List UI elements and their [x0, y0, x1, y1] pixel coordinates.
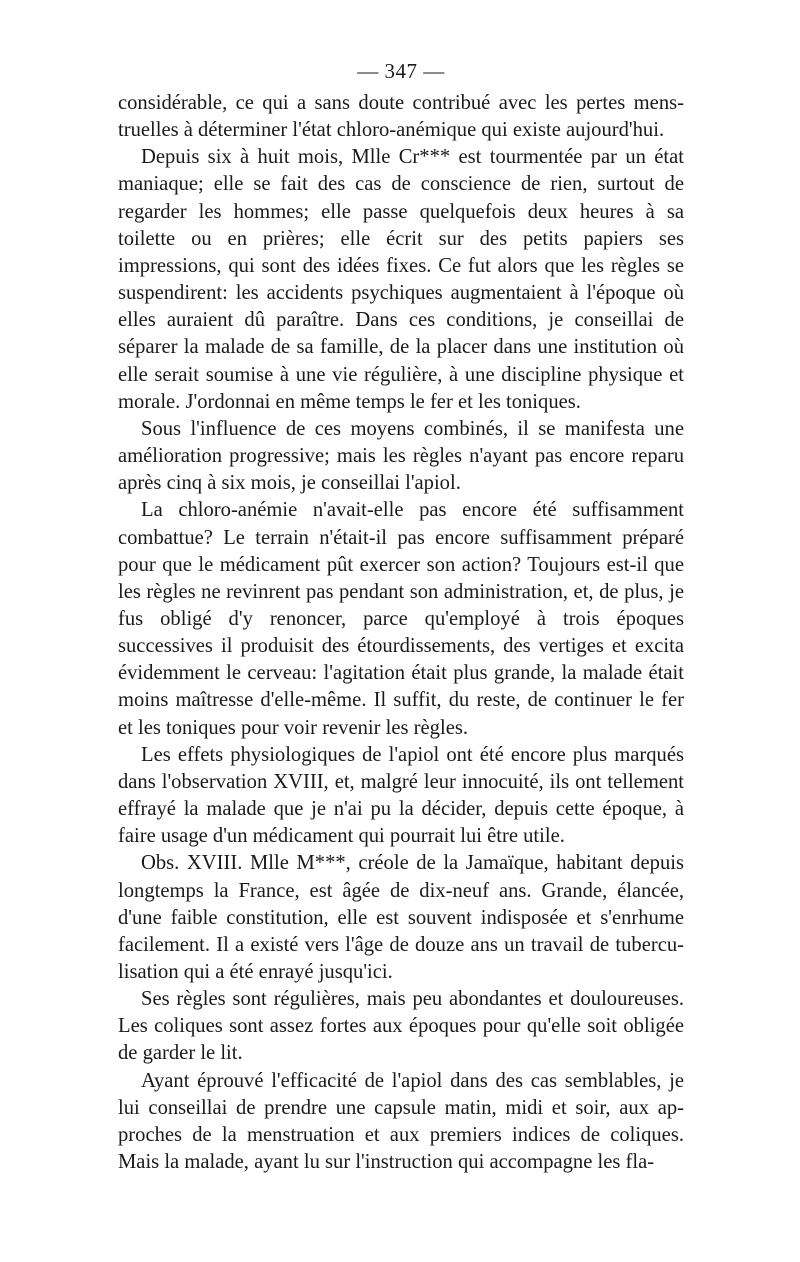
paragraph: Sous l'influence de ces moyens combinés, il se manifesta une amélioration progressive; mais les règles n'ayant pas encore reparu après cinq à six mois, je conseillai l'apiol. [118, 417, 684, 495]
book-page [118, 58, 684, 1176]
paragraph: Ayant éprouvé l'efficacité de l'apiol dans des cas semblables, je lui conseillai de prendre une capsule matin, midi et soir, aux approches de la menstruation et aux premiers indices de coliques. Mais la malade, ayant lu sur l'instruction qui accompagne les fla- [118, 1069, 684, 1174]
paragraph: Obs. XVIII. Mlle M***, créole de la Jamaïque, habitant depuis longtemps la France, est âgée de dix-neuf ans. Grande, élancée, d'une faible constitution, elle est souvent indisposée et s'enrhume facilement. Il a existé vers l'âge de douze ans un travail de tuberculisation qui a été enrayé jusqu'ici. [118, 852, 684, 983]
paragraph: considérable, ce qui a sans doute contribué avec les pertes menstruelles à déterminer l'état chloro-anémique qui existe aujourd'hui. [118, 92, 684, 142]
paragraph: Les effets physiologiques de l'apiol ont été encore plus marqués dans l'observation XVIII, et, malgré leur innocuité, ils ont tellement effrayé la malade que je n'ai pu la décider, depuis cette époque, à faire usage d'un médicament qui pourrait lui être utile. [118, 743, 684, 848]
paragraph: Depuis six à huit mois, Mlle Cr*** est tourmentée par un état maniaque; elle se fait des cas de conscience de rien, surtout de regarder les hommes; elle passe quelquefois deux heures à sa toilette ou en prières; elle écrit sur des petits papiers ses impressions, qui sont des idées fixes. Ce fut alors que les règles se suspendirent: les accidents psychiques augmentaient à l'époque où elles auraient dû paraître. Dans ces conditions, je conseillai de séparer la malade de sa famille, de la placer dans une institution où elle serait soumise à une vie régulière, à une discipline physique et morale. J'ordonnai en même temps le fer et les toniques. [118, 146, 684, 413]
paragraph: La chloro-anémie n'avait-elle pas encore été suffisamment combattue? Le terrain n'était-il pas encore suffisamment préparé pour que le médicament pût exercer son action? Toujours est-il que les règles ne revinrent pas pendant son administration, et, de plus, je fus obligé d'y renoncer, parce qu'employé à trois époques successives il produisit des étourdissements, des vertiges et excita évidemment le cerveau: l'agitation était plus grande, la malade était moins maîtresse d'elle-même. Il suffit, du reste, de continuer le fer et les toniques pour voir revenir les règles. [118, 499, 684, 739]
page-number: — 347 — [357, 59, 445, 83]
paragraph: Ses règles sont régulières, mais peu abondantes et douloureuses. Les coliques sont assez fortes aux époques pour qu'elle soit obligée de garder le lit. [118, 988, 684, 1065]
body-text [118, 90, 684, 1176]
